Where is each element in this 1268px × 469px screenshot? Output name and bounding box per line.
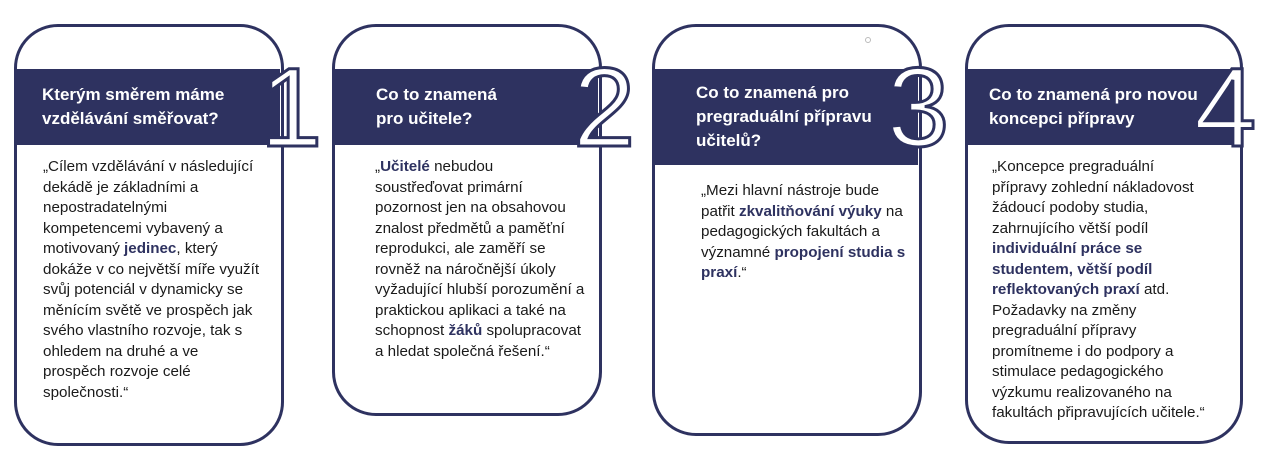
text-line: fakultách připravujících učitele.“: [992, 404, 1205, 421]
card-2-header: [332, 69, 598, 145]
card-3-text: [701, 181, 925, 284]
card-4: [965, 24, 1257, 444]
highlight-text: jedinec: [124, 240, 177, 257]
text-line: dokáže v co největší míře využít: [43, 260, 260, 278]
text-line: soustřeďovat primární: [375, 178, 523, 196]
text-line: [701, 202, 925, 223]
highlight-text: Učitelé: [380, 158, 430, 175]
decorative-dot: [865, 37, 871, 43]
card-3: [652, 24, 950, 436]
highlight-text: studentem, větší podíl: [992, 260, 1153, 278]
text-span: významné: [701, 243, 775, 261]
text-line: rovněž na náročnější úkoly: [375, 260, 556, 278]
highlight-text: žáků: [448, 322, 483, 339]
card-3-title-line: pregraduální přípravu: [696, 107, 872, 126]
card-4-title-line: koncepci přípravy: [989, 109, 1135, 128]
highlight-text: reflektovaných praxí: [992, 281, 1140, 298]
text-line: znalost předmětů a paměťní: [375, 219, 565, 237]
text-line: kompetencemi vybavený a: [43, 219, 223, 237]
text-line: pregraduální přípravy: [992, 322, 1137, 339]
card-1-title: [42, 83, 224, 131]
text-span: „: [375, 158, 381, 175]
text-line: dekádě je základními a: [43, 178, 199, 196]
card-1: [14, 24, 323, 446]
card-4-title-line: Co to znamená pro novou: [989, 85, 1198, 104]
text-line: vyžadující hlubší porozumění a: [375, 281, 585, 298]
text-line: [992, 239, 1242, 260]
card-4-text: [992, 157, 1242, 424]
card-2-title-line: Co to znamená: [376, 85, 497, 104]
text-span: motivovaný: [43, 240, 125, 257]
text-line: společnosti.“: [43, 383, 129, 401]
text-line: promítneme i do podpory a: [992, 342, 1174, 360]
text-line: „Koncepce pregraduální: [992, 158, 1155, 175]
text-line: pozornost jen na obsahovou: [375, 199, 566, 216]
text-line: výzkumu realizovaného na: [992, 383, 1172, 401]
highlight-text: zkvalitňování výuky: [738, 202, 882, 220]
text-line: [701, 243, 925, 264]
text-span: , který: [176, 240, 218, 257]
text-line: [992, 280, 1242, 301]
highlight-text: praxí: [701, 264, 738, 281]
text-line: měnícím světě ve prospěch jak: [43, 301, 253, 319]
highlight-text: propojení studia s: [774, 243, 906, 261]
card-3-number: 3: [887, 45, 950, 170]
card-2-text: [375, 157, 605, 362]
text-line: svůj potenciál v dynamicky se: [43, 281, 244, 298]
card-2: [332, 24, 636, 416]
text-line: praktickou aplikaci a také na: [375, 301, 566, 319]
text-line: a hledat společná řešení.“: [375, 342, 550, 360]
card-1-number: 1: [260, 45, 323, 170]
highlight-text: individuální práce se: [992, 240, 1143, 257]
card-1-header: [14, 69, 280, 145]
text-line: nepostradatelnými: [43, 199, 168, 216]
text-line: svého vlastního rozvoje, tak s: [43, 322, 243, 339]
text-span: atd.: [1139, 281, 1170, 298]
text-line: zahrnujícího větší podíl: [992, 219, 1149, 237]
text-line: [375, 321, 605, 342]
text-line: [992, 260, 1242, 281]
card-3-title-line: Co to znamená pro: [696, 83, 850, 102]
text-span: na: [881, 202, 903, 220]
text-span: spolupracovat: [482, 322, 582, 339]
text-line: Požadavky na změny: [992, 301, 1137, 319]
card-1-title-line: vzdělávání směřovat?: [42, 109, 219, 128]
card-3-title-line: učitelů?: [696, 131, 762, 150]
card-2-title: [376, 83, 497, 131]
card-3-header: [652, 69, 918, 165]
text-line: „Mezi hlavní nástroje bude: [701, 182, 880, 199]
text-span: patřit: [701, 202, 739, 220]
text-line: „Cílem vzdělávání v následující: [43, 158, 254, 175]
text-line: stimulace pedagogického: [992, 363, 1164, 380]
text-line: přípravy zohlední nákladovost: [992, 178, 1194, 196]
card-4-title: [989, 83, 1198, 131]
card-1-title-line: Kterým směrem máme: [42, 85, 225, 104]
text-line: [375, 157, 605, 178]
card-3-title: [696, 81, 872, 153]
text-line: reprodukci, ale zaměří se: [375, 240, 546, 257]
text-line: ohledem na druhé a ve: [43, 342, 199, 360]
text-line: žádoucí podoby studia,: [992, 199, 1149, 216]
card-4-number: 4: [1194, 45, 1257, 170]
text-line: prospěch rozvoje celé: [43, 363, 191, 380]
card-2-number: 2: [573, 45, 636, 170]
text-span: nebudou: [429, 158, 494, 175]
text-line: [701, 263, 925, 284]
card-2-title-line: pro učitele?: [376, 109, 473, 128]
text-line: [43, 239, 283, 260]
text-line: pedagogických fakultách a: [701, 223, 880, 240]
card-1-text: [43, 157, 283, 403]
text-span: .“: [737, 264, 747, 281]
text-span: schopnost: [375, 322, 449, 339]
